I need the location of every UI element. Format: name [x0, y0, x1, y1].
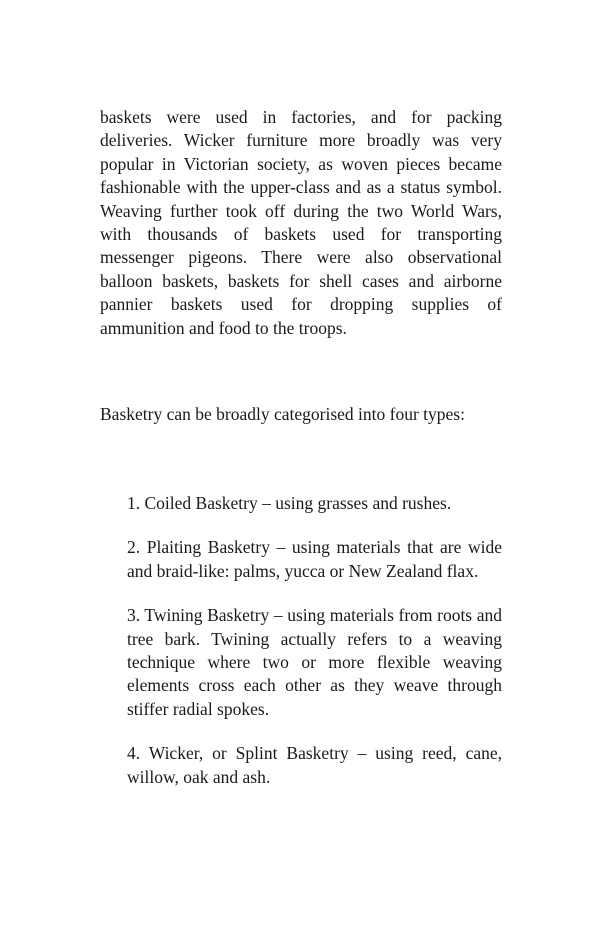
- list-item-plaiting: 2. Plaiting Basketry – using materials that are wide and braid-like: palms, yucca or New Zealand flax.: [127, 537, 502, 581]
- text-block: [100, 106, 502, 340]
- list-item-wicker: 4. Wicker, or Splint Basketry – using reed, cane, willow, oak and ash.: [127, 743, 502, 787]
- intro-sentence: Basketry can be broadly categorised into four types:: [100, 404, 465, 424]
- basketry-types-list: [127, 492, 502, 810]
- list-item-twining: 3. Twining Basketry – using materials from roots and tree bark. Twining actually refers to a weaving technique where two or more flexible weaving elements cross each other as they weave through stiffer radial spokes.: [127, 605, 502, 719]
- list-item-coiled: 1. Coiled Basketry – using grasses and rushes.: [127, 493, 452, 513]
- body-paragraph: baskets were used in factories, and for packing deliveries. Wicker furniture more broadly was very popular in Victorian society, as woven pieces became fashionable with the upper-class and as a status symbol. Weaving further took off during the two World Wars, with thousands of baskets used for transporting messenger pigeons. There were also observational balloon baskets, baskets for shell cases and airborne pannier baskets used for dropping supplies of ammunition and food to the troops.: [100, 107, 502, 338]
